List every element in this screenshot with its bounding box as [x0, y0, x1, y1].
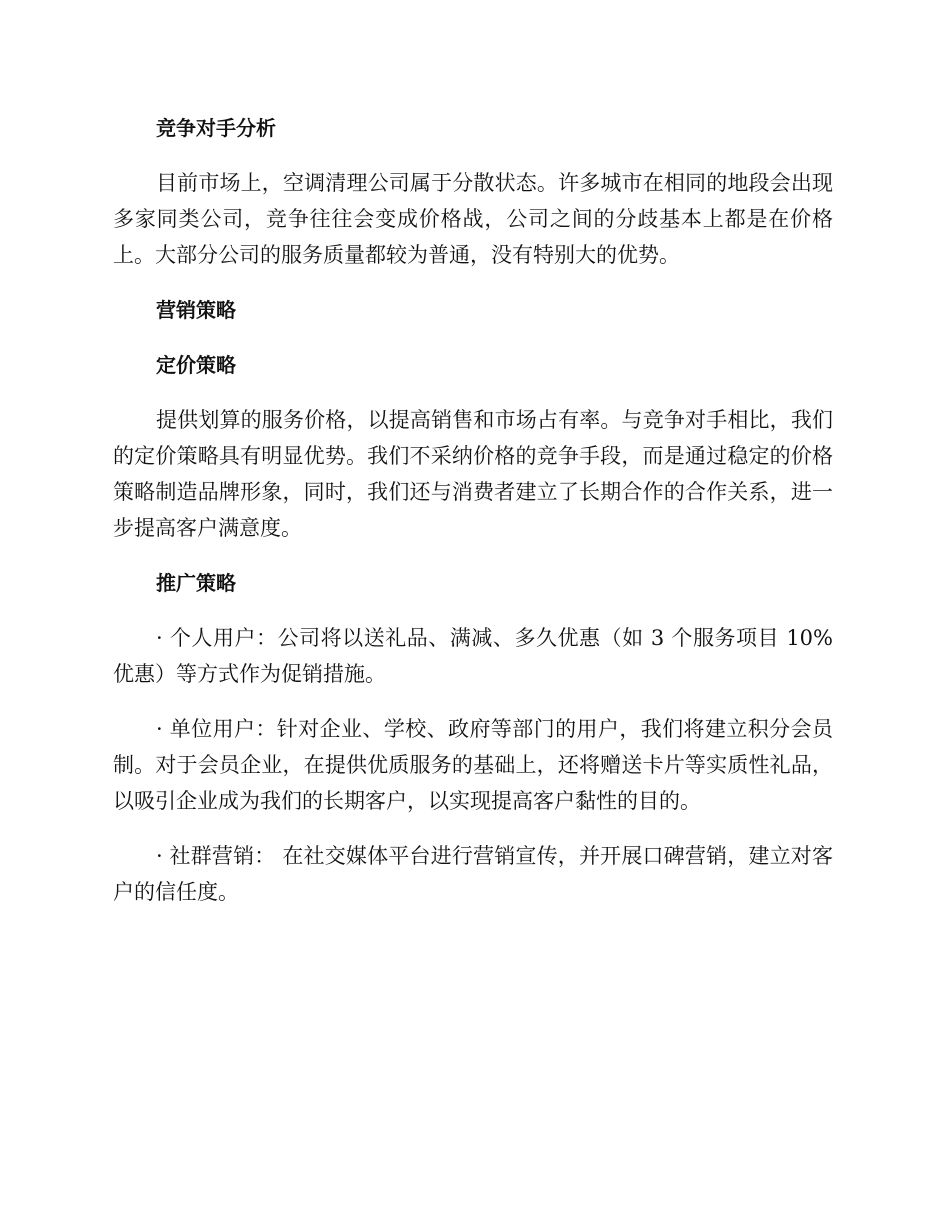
- heading-pricing-strategy: 定价策略: [156, 353, 236, 377]
- heading-marketing-strategy: 营销策略: [156, 298, 236, 322]
- bullet-individual-users: · 个人用户：公司将以送礼品、满减、多久优惠（如 3 个服务项目 10% 优惠）等方式作为促销措施。: [113, 626, 833, 686]
- heading-competitor-analysis: 竞争对手分析: [156, 116, 276, 140]
- bullet-organization-users: · 单位用户：针对企业、学校、政府等部门的用户，我们将建立积分会员制。对于会员企业，在提供优质服务的基础上，还将赠送卡片等实质性礼品，以吸引企业成为我们的长期客户，以实现提高客户黏性的目的。: [113, 717, 833, 813]
- paragraph-competitor-analysis: 目前市场上，空调清理公司属于分散状态。许多城市在相同的地段会出现多家同类公司，竞争往往会变成价格战，公司之间的分歧基本上都是在价格上。大部分公司的服务质量都较为普通，没有特别大的优势。: [113, 171, 833, 267]
- paragraph-pricing-strategy: 提供划算的服务价格，以提高销售和市场占有率。与竞争对手相比，我们的定价策略具有明显优势。我们不采纳价格的竞争手段，而是通过稳定的价格策略制造品牌形象，同时，我们还与消费者建立了长期合作的合作关系，进一步提高客户满意度。: [113, 408, 833, 540]
- heading-promotion-strategy: 推广策略: [156, 571, 236, 595]
- bullet-community-marketing: · 社群营销： 在社交媒体平台进行营销宣传，并开展口碑营销，建立对客户的信任度。: [113, 844, 833, 904]
- document-body: [113, 110, 833, 929]
